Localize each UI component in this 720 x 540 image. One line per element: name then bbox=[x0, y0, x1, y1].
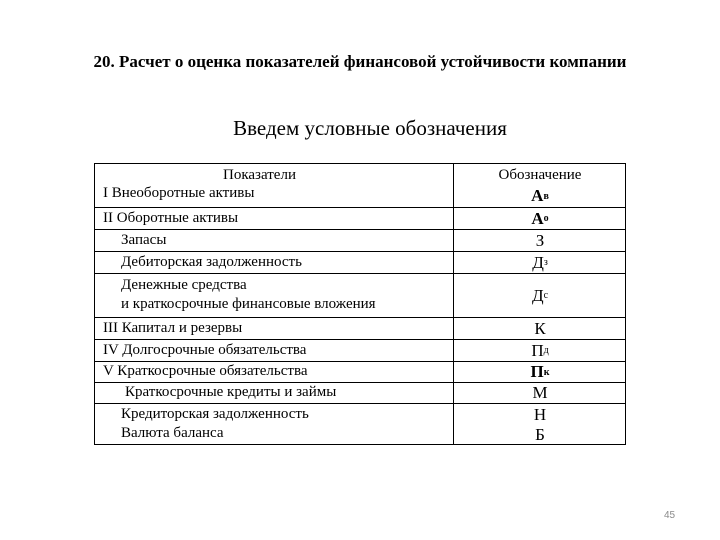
row-symbol: Б bbox=[535, 425, 545, 444]
header-name: Показатели bbox=[223, 167, 296, 183]
table-row bbox=[95, 208, 625, 230]
row-symbol: А в bbox=[531, 186, 549, 205]
slide-title: 20. Расчет о оценка показателей финансовой устойчивости компании bbox=[93, 52, 627, 71]
row-name: Дебиторская задолженность bbox=[121, 254, 302, 270]
table-row bbox=[95, 404, 625, 425]
table-row bbox=[95, 230, 625, 252]
table-row bbox=[95, 274, 625, 318]
row-symbol: К bbox=[534, 318, 546, 338]
row-name: Кредиторская задолженность bbox=[121, 406, 309, 422]
table-row bbox=[95, 318, 625, 340]
slide-subtitle: Введем условные обозначения bbox=[233, 116, 507, 140]
designations-table bbox=[94, 163, 626, 445]
row-symbol: П к bbox=[530, 362, 550, 381]
row-name: Краткосрочные кредиты и займы bbox=[125, 384, 337, 400]
table-row bbox=[95, 362, 625, 383]
row-name: IV Долгосрочные обязательства bbox=[103, 342, 307, 358]
table-row bbox=[95, 185, 625, 208]
row-name: I Внеоборотные активы bbox=[103, 185, 255, 201]
row-name: II Оборотные активы bbox=[103, 210, 239, 226]
row-name: Запасы bbox=[121, 232, 167, 248]
row-symbol: Д с bbox=[531, 285, 549, 305]
table-header-row bbox=[95, 164, 625, 185]
table-row bbox=[95, 340, 625, 362]
table-row bbox=[95, 425, 625, 445]
row-symbol: М bbox=[532, 383, 548, 402]
page-number: 45 bbox=[664, 510, 676, 521]
row-name: V Краткосрочные обязательства bbox=[103, 363, 308, 379]
row-name-line2: и краткосрочные финансовые вложения bbox=[121, 296, 376, 312]
table-row bbox=[95, 252, 625, 274]
header-symbol: Обозначение bbox=[498, 167, 582, 183]
row-symbol: А о bbox=[531, 208, 549, 228]
row-symbol: Н bbox=[533, 404, 547, 424]
table-row bbox=[95, 383, 625, 404]
row-name: Валюта баланса bbox=[121, 425, 224, 441]
row-symbol: П д bbox=[531, 340, 549, 360]
row-symbol: Д з bbox=[532, 252, 548, 272]
row-name: Денежные средства bbox=[121, 277, 247, 293]
row-symbol: З bbox=[535, 230, 545, 250]
row-name: III Капитал и резервы bbox=[103, 320, 243, 336]
